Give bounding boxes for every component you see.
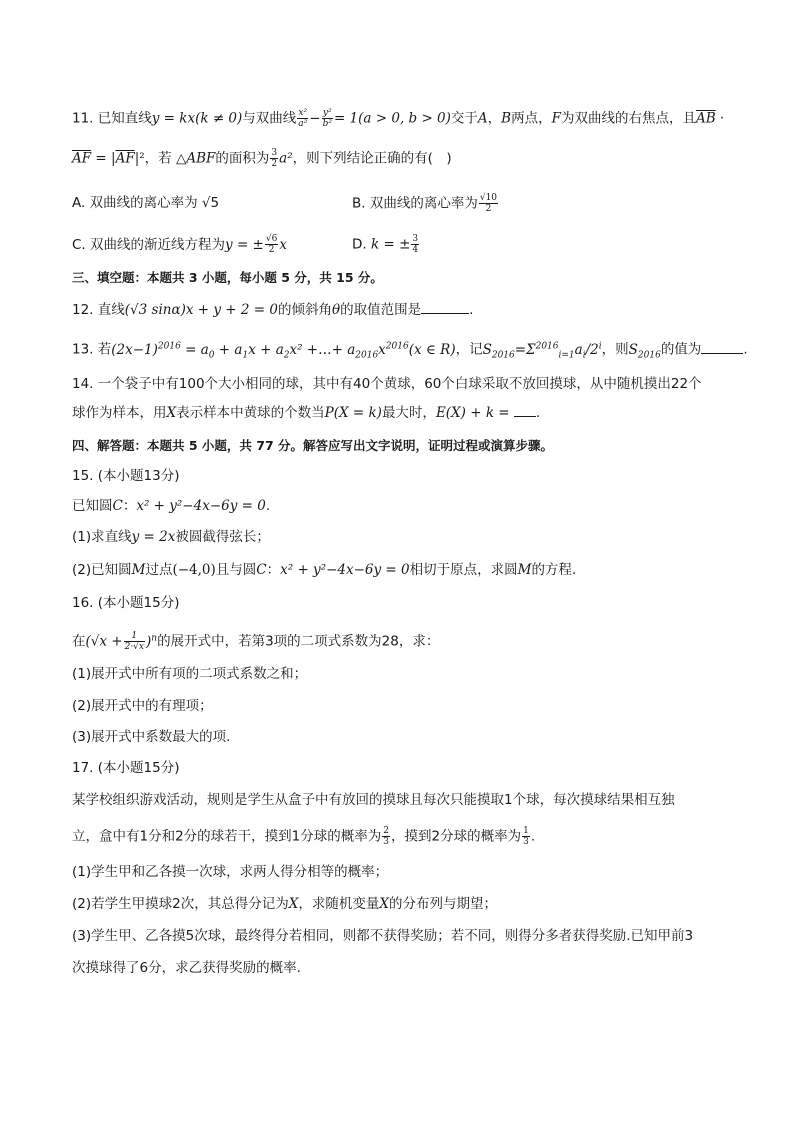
q16-stem: 在(√x + $\frac{1}{2\cdot√x}$ )$^n$的展开式中，若第3项的二项式系数为28，求： xyxy=(72,631,440,652)
q17-part1: (1)学生甲和乙各摸一次球，求两人得分相等的概率； xyxy=(72,864,389,880)
q11-line1: 11. 已知直线y = kx(k ≠ 0)与双曲线 $\frac{\text{x²}}{\text{a²}}$ − $\frac{\text{y²}}{\text{b²}}$ = 1(a > 0, b > 0)交于A，B两点，F为双曲线的右焦点，且$\overline{AB}$ · xyxy=(72,108,725,129)
q15-part1: (1)求直线y = 2x被圆截得弦长； xyxy=(72,529,270,545)
q17-part2: (2)若学生甲摸球2次，其总得分记为X，求随机变量X的分布列与期望； xyxy=(72,896,497,912)
section-solution-heading: 四、解答题：本题共 5 小题，共 77 分。解答应写出文字说明，证明过程或演算步骤。 xyxy=(72,438,554,453)
q16-heading: 16. (本小题15分) xyxy=(72,595,180,611)
q15-heading: 15. (本小题13分) xyxy=(72,468,180,484)
q14-line2: 球作为样本，用X表示样本中黄球的个数当P(X = k)最大时，E(X) + k = . xyxy=(72,405,541,421)
answer-blank xyxy=(421,313,469,314)
option-d: D. k = ± $\frac{3}{4}$ xyxy=(352,234,419,255)
q17-heading: 17. (本小题15分) xyxy=(72,760,180,776)
q16-part1: (1)展开式中所有项的二项式系数之和； xyxy=(72,666,308,682)
q17-part3-line1: (3)学生甲、乙各摸5次球，最终得分若相同，则都不获得奖励；若不同，则得分多者获得奖励.已知甲前3 xyxy=(72,928,694,944)
option-c: C. 双曲线的渐近线方程为y = ± $\frac{√6}{2}$ x xyxy=(72,234,287,255)
option-a: A. 双曲线的离心率为 √5 xyxy=(72,195,220,211)
q15-stem: 已知圆C：x² + y²−4x−6y = 0. xyxy=(72,498,271,514)
q16-part2: (2)展开式中的有理项； xyxy=(72,698,213,714)
answer-blank xyxy=(514,416,536,417)
q11-line2: $\overline{AF} = |\overline{AF}|^2$，若 △ABF的面积为 $\frac{3}{2}$ a²，则下列结论正确的有( ) xyxy=(72,148,452,169)
section-fill-in-heading: 三、填空题：本题共 3 小题，每小题 5 分，共 15 分。 xyxy=(72,270,383,285)
option-b: B. 双曲线的离心率为 $\frac{√10}{2}$ xyxy=(352,193,498,214)
q15-part2: (2)已知圆M过点(−4,0)且与圆C：x² + y²−4x−6y = 0相切于原点，求圆M的方程. xyxy=(72,562,577,578)
q17-line1: 某学校组织游戏活动，规则是学生从盒子中有放回的摸球且每次只能摸取1个球，每次摸球结果相互独 xyxy=(72,792,675,808)
q11-options-cd xyxy=(72,234,419,255)
answer-blank xyxy=(701,353,743,354)
q16-part3: (3)展开式中系数最大的项. xyxy=(72,729,231,745)
q13: 13. 若$(2x-1)^{2016} = a_0 + a_1x + a_2x^2$ +…+ $a_{2016}x^{2016}(x$ ∈ R)，记$S_{2016}=\Sigma^{2016}_{i=1}a_i/2^i$，则$S_{2016}$的值为 . xyxy=(72,341,748,361)
q12: 12. 直线(√3 sinα)x + y + 2 = 0的倾斜角θ的取值范围是 . xyxy=(72,302,474,318)
q11-options-ab xyxy=(72,193,498,214)
q14-line1: 14. 一个袋子中有100个大小相同的球，其中有40个黄球，60个白球采取不放回摸球，从中随机摸出22个 xyxy=(72,376,702,392)
q17-line2: 立，盒中有1分和2分的球若干，摸到1分球的概率为 $\frac{2}{3}$ ，摸到2分球的概率为 $\frac{1}{3}$ . xyxy=(72,826,536,847)
frac-x2-a2: $\frac{\text{x²}}{\text{a²}}$ xyxy=(298,108,308,129)
frac-y2-b2: $\frac{\text{y²}}{\text{b²}}$ xyxy=(322,108,332,129)
q17-part3-line2: 次摸球得了6分，求乙获得奖励的概率. xyxy=(72,960,301,976)
